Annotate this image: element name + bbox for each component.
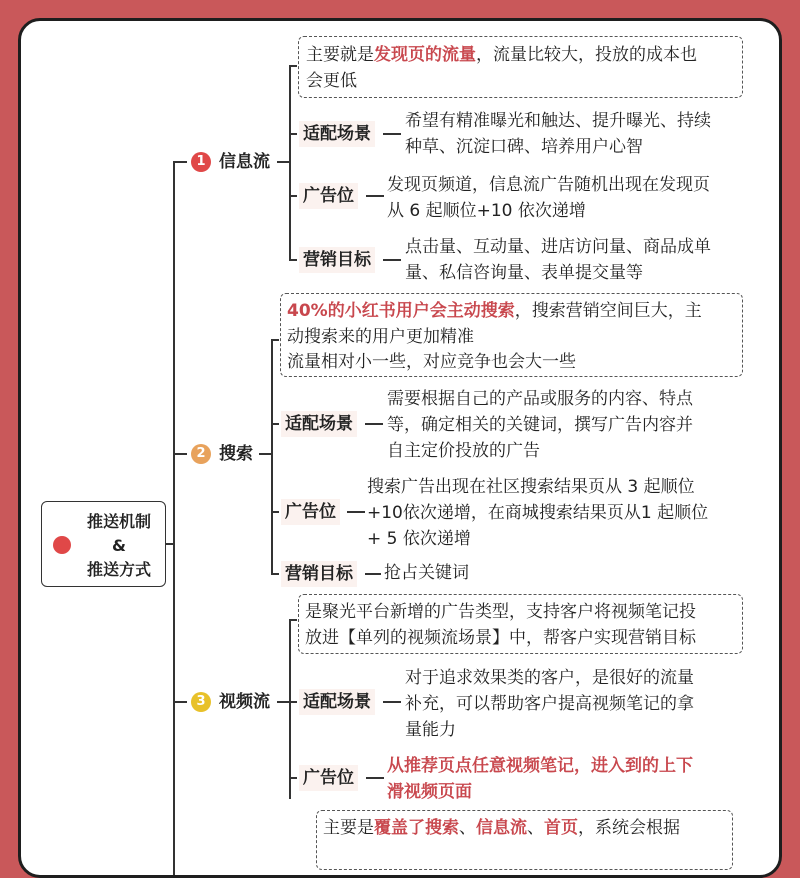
root-title-line2: & bbox=[112, 536, 126, 555]
branch1-label-scene: 适配场景 bbox=[299, 121, 375, 147]
branch2-title: 搜索 bbox=[219, 444, 253, 464]
branch2-label-scene: 适配场景 bbox=[281, 411, 357, 437]
branch3-connector bbox=[173, 701, 187, 703]
branch1-label-goal: 营销目标 bbox=[299, 247, 375, 273]
root-title-line3: 推送方式 bbox=[86, 560, 151, 579]
branch3-title: 视频流 bbox=[219, 692, 270, 712]
branch2-bracket bbox=[271, 339, 273, 573]
main-trunk-line bbox=[173, 161, 175, 878]
branch2-label-goal: 营销目标 bbox=[281, 561, 357, 587]
branch1-number-badge: 1 bbox=[191, 152, 211, 172]
branch1-bracket bbox=[289, 65, 291, 261]
branch3-number-badge: 3 bbox=[191, 692, 211, 712]
branch1-title: 信息流 bbox=[219, 152, 270, 172]
branch2-label-adslot: 广告位 bbox=[281, 499, 340, 525]
branch3-adslot-line1: 从推荐页点任意视频笔记，进入到的上下 bbox=[387, 756, 693, 776]
root-node bbox=[41, 501, 166, 587]
root-title-line1: 推送机制 bbox=[86, 512, 151, 531]
branch1-highlight: 发现页的流量 bbox=[374, 45, 476, 65]
branch2-connector bbox=[173, 453, 187, 455]
root-dot-icon bbox=[53, 536, 71, 554]
branch1-label-adslot: 广告位 bbox=[299, 183, 358, 209]
mind-map-card: 推送机制 & 推送方式 1 信息流 主要就是发现页的流量，流量比较大，投放的成本也 会更低 适配场景 希望有精准曝光和触达、提升曝光、持续 种草、沉淀口碑、培养用户心智 广告位 发现页频道，信息流广告随机出现在发现页 从 6 起顺位+10 依次递增 营销目标 点击量、互动量、进店访问量、商品成单 量、私信咨询量、表单提交量等 2 搜索 40%的小红书用户会主动搜索，搜索营销空间巨大，主 动搜索来的用户更加精准 流量相对小一些，对应竞争也会大一些 适配场景 需要根据自己的产品或服务的内容、特点 等，确定相关的关键词，撰写广告内容并 自主定价投放的广告 广告位 搜索广告出现在社区搜索结果页从 3 起顺位 +10依次递增，在商城搜索结果页从1 起顺位 + 5 依次递增 营销目标 抢占关键词 3 视频流 是聚光平台新增的广告类型，支持客户将视频笔记投 放进【单列的视频流场景】中，帮客户实现营销目标 适配场景 对于追求效果类的客户，是很好的流量 补充，可以帮助客户提高视频笔记的拿 量能力 广告位 从推荐页点任意视频笔记，进入到的上下 滑视频页面 主要是覆盖了搜索、信息流、首页，系统会根据 bbox=[18, 18, 782, 878]
branch3-adslot-line2: 滑视频页面 bbox=[387, 782, 472, 802]
branch3-label-scene: 适配场景 bbox=[299, 689, 375, 715]
branch1-connector bbox=[173, 161, 187, 163]
branch3-bracket bbox=[289, 619, 291, 799]
branch2-highlight: 40%的小红书用户会主动搜索 bbox=[287, 301, 515, 321]
branch3-label-adslot: 广告位 bbox=[299, 765, 358, 791]
branch2-number-badge: 2 bbox=[191, 444, 211, 464]
